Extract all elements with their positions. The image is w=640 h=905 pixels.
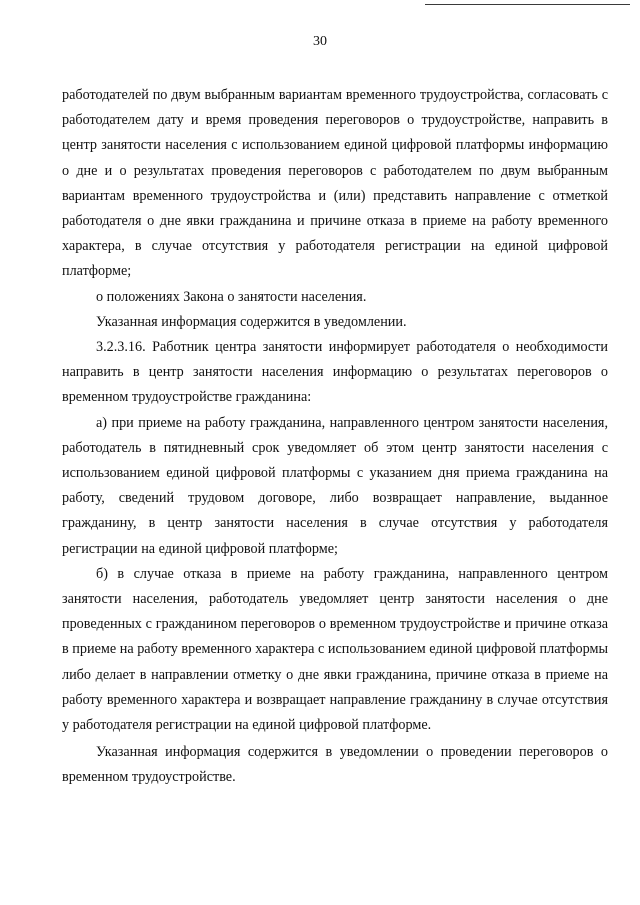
paragraph-law-provisions: о положениях Закона о занятости населения. <box>96 288 367 305</box>
paragraph-item-b: б) в случае отказа в приеме на работу гражданина, направленного центром занятости населения, работодатель уведомляет центр занятости населения о дне проведенных с гражданином переговоров о временном трудоустройстве и причине отказа в приеме на работу временного характера с использованием единой цифровой платформы либо делает в направлении отметку о дне явки гражданина, причине отказа в приеме на работу временного характера и возвращает направление гражданину в случае отсутствия у работодателя регистрации на единой цифровой платформе. <box>62 565 608 734</box>
page-number: 30 <box>313 34 327 49</box>
top-rule <box>425 4 630 5</box>
paragraph-notice-info: Указанная информация содержится в уведомлении. <box>96 313 407 330</box>
paragraph-continuation: работодателей по двум выбранным вариантам временного трудоустройства, согласовать с работодателем дату и время проведения переговоров о трудоустройстве, направить в центр занятости населения с использованием единой цифровой платформы информацию о дне и о результатах проведения переговоров с работодателем по двум выбранным вариантам временного трудоустройства и (или) представить направление с отметкой работодателя о дне явки гражданина и причине отказа в приеме на работу временного характера, в случае отсутствия у работодателя регистрации на единой цифровой платформе; <box>62 87 608 280</box>
paragraph-3-2-3-16: 3.2.3.16. Работник центра занятости информирует работодателя о необходимости направить в центр занятости населения информацию о результатах переговоров о временном трудоустройстве гражданина: <box>62 339 608 406</box>
paragraph-notice-negotiations: Указанная информация содержится в уведомлении о проведении переговоров о временном трудоустройстве. <box>62 744 608 786</box>
document-body <box>62 83 608 791</box>
paragraph-item-a: а) при приеме на работу гражданина, направленного центром занятости населения, работодатель в пятидневный срок уведомляет об этом центр занятости населения с использованием единой цифровой платформы с указанием дня приема гражданина на работу, сведений трудовом договоре, либо возвращает направление, выданное гражданину, в центр занятости населения в случае отсутствия у работодателя регистрации на единой цифровой платформе; <box>62 414 608 557</box>
